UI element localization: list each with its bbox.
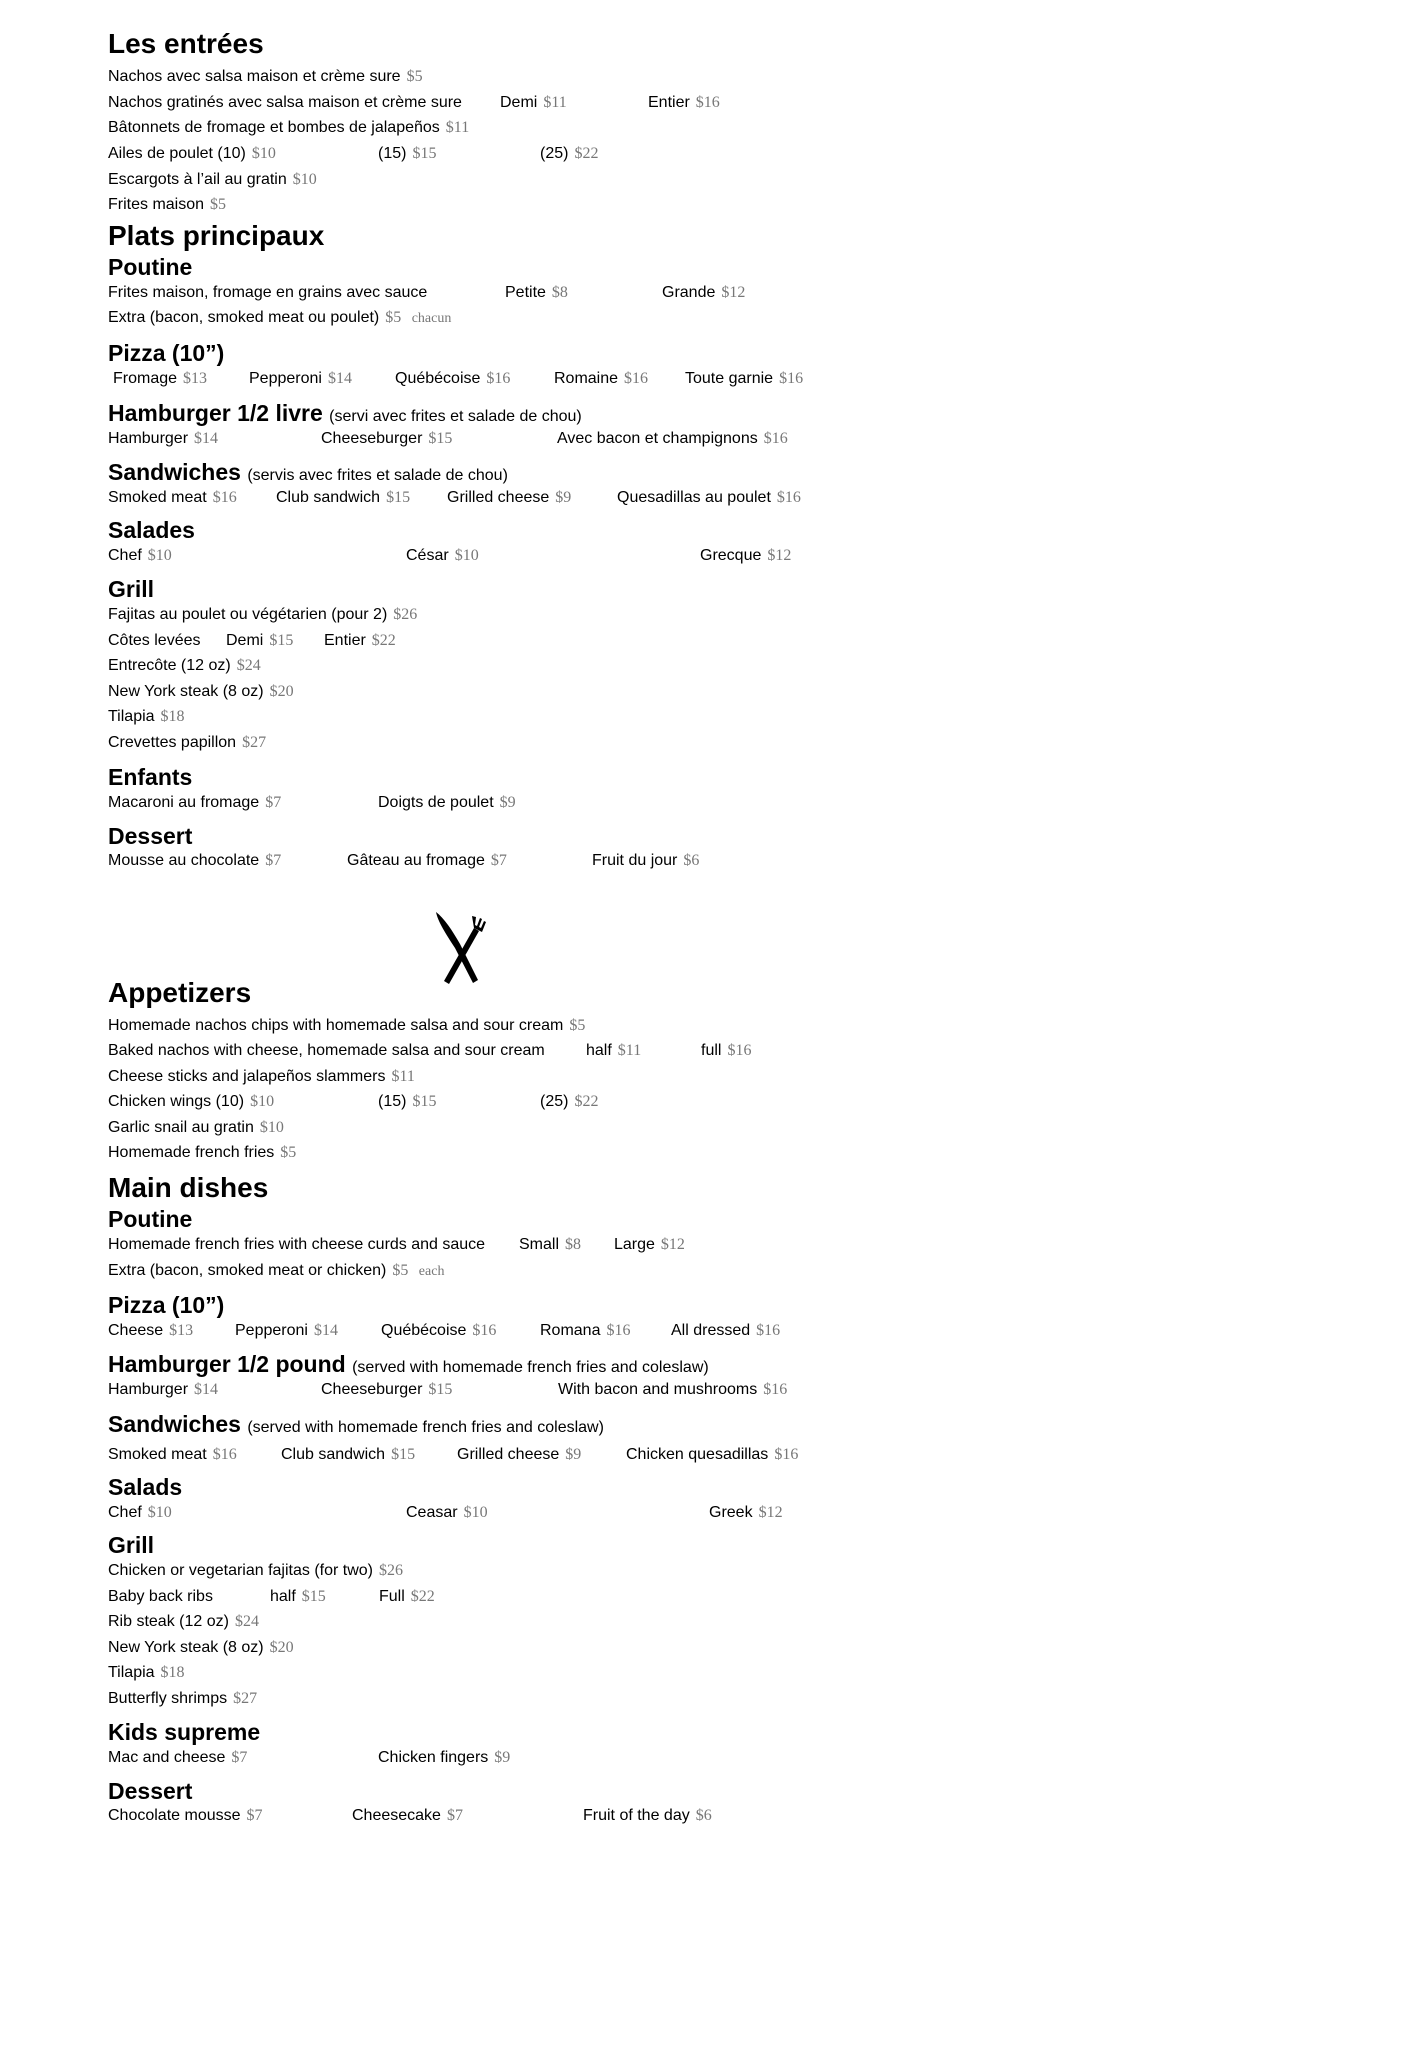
- menu-item: [700, 546, 791, 566]
- item-label: Mousse au chocolate: [108, 852, 260, 869]
- item-label: Avec bacon et champignons: [557, 430, 758, 447]
- item-label: Homemade nachos chips with homemade salsa and sour cream: [108, 1017, 564, 1034]
- item-price: $5: [569, 1017, 586, 1034]
- menu-item-option: [701, 1041, 751, 1061]
- option-label: Small: [519, 1236, 560, 1253]
- item-label: Frites maison: [108, 196, 205, 213]
- dessert-heading: Dessert: [108, 1778, 193, 1804]
- item-price: $16: [763, 430, 788, 447]
- menu-item: [108, 1261, 444, 1282]
- item-label: Romaine: [554, 370, 619, 387]
- menu-item: [108, 1638, 294, 1658]
- menu-item-option: [378, 1092, 436, 1112]
- item-price: $14: [194, 1381, 219, 1398]
- menu-item: [381, 1321, 496, 1341]
- option-label: Petite: [505, 284, 546, 301]
- item-price: $26: [393, 606, 418, 623]
- item-price: $16: [779, 370, 804, 387]
- sandwiches-heading: [108, 1411, 604, 1441]
- item-label: Macaroni au fromage: [108, 794, 260, 811]
- item-label: Butterfly shrimps: [108, 1690, 228, 1707]
- item-label: Pepperoni: [235, 1322, 308, 1339]
- item-label: Romana: [540, 1322, 601, 1339]
- menu-item-option: [614, 1235, 685, 1255]
- item-price: $8: [551, 284, 568, 301]
- hamburger-heading: [108, 1351, 709, 1381]
- item-price: $16: [763, 1381, 788, 1398]
- item-label: Quesadillas au poulet: [617, 489, 771, 506]
- item-label: Tilapia: [108, 1664, 155, 1681]
- entrees-heading: Les entrées: [108, 28, 264, 59]
- menu-item: [108, 1587, 213, 1607]
- item-price: $10: [454, 547, 479, 564]
- item-label: Entrecôte (12 oz): [108, 657, 231, 674]
- item-price: $5: [280, 1144, 297, 1161]
- item-label: All dressed: [671, 1322, 751, 1339]
- menu-item-option: [324, 631, 396, 651]
- item-price: $6: [695, 1807, 712, 1824]
- item-price: $16: [486, 370, 511, 387]
- menu-item: [108, 1041, 545, 1061]
- item-label: Hamburger: [108, 1381, 189, 1398]
- item-label: Club sandwich: [276, 489, 381, 506]
- item-label: Baby back ribs: [108, 1588, 213, 1605]
- item-label: Nachos avec salsa maison et crème sure: [108, 68, 401, 85]
- kids-heading: Kids supreme: [108, 1719, 261, 1745]
- grill-heading: Grill: [108, 1532, 155, 1558]
- item-price: $16: [606, 1322, 631, 1339]
- item-price: $26: [379, 1562, 403, 1579]
- item-price: $7: [490, 852, 507, 869]
- option-label: half: [586, 1042, 612, 1059]
- menu-item: [108, 1806, 263, 1826]
- menu-item-option: [519, 1235, 581, 1255]
- menu-item: [671, 1321, 780, 1341]
- menu-item: [108, 1235, 485, 1255]
- item-label: Mac and cheese: [108, 1749, 226, 1766]
- item-price: $9: [494, 1749, 511, 1766]
- item-label: Grilled cheese: [447, 489, 550, 506]
- crossed-knife-and-fork-icon: [430, 908, 490, 986]
- menu-item: [540, 1321, 630, 1341]
- item-label: Chef: [108, 1504, 142, 1521]
- item-price: $16: [776, 489, 801, 506]
- menu-item: [406, 1503, 488, 1523]
- menu-item: [457, 1445, 581, 1465]
- option-label: Large: [614, 1236, 655, 1253]
- item-label: Homemade french fries with cheese curds and sauce: [108, 1236, 486, 1253]
- item-price: $11: [445, 119, 470, 136]
- menu-item: [108, 170, 317, 190]
- menu-item: [108, 1321, 193, 1341]
- item-price: $10: [147, 1504, 172, 1521]
- menu-item: [281, 1445, 415, 1465]
- item-price: $15: [412, 145, 437, 162]
- item-price: $7: [231, 1749, 248, 1766]
- menu-item: [108, 283, 427, 303]
- item-price: $18: [160, 708, 185, 725]
- price-unit: chacun: [411, 311, 452, 326]
- item-price: $12: [721, 284, 746, 301]
- option-label: Grande: [662, 284, 716, 301]
- menu-item: [108, 195, 226, 215]
- item-price: $7: [446, 1807, 463, 1824]
- item-price: $9: [565, 1446, 582, 1463]
- menu-item: [108, 1445, 237, 1465]
- item-price: $5: [406, 68, 423, 85]
- menu-item: [108, 1118, 284, 1138]
- option-label: (15): [378, 1093, 407, 1110]
- item-price: $20: [269, 683, 294, 700]
- menu-item: [352, 1806, 463, 1826]
- menu-item: [108, 1689, 257, 1709]
- item-price: $14: [327, 370, 352, 387]
- item-label: Cheesecake: [352, 1807, 441, 1824]
- item-label: New York steak (8 oz): [108, 1639, 264, 1656]
- option-label: Demi: [500, 94, 538, 111]
- menu-item: [235, 1321, 338, 1341]
- item-label: Chicken fingers: [378, 1749, 489, 1766]
- menu-item: [108, 118, 469, 138]
- item-price: $10: [292, 171, 317, 188]
- item-label: Nachos gratinés avec salsa maison et crème sure: [108, 94, 462, 111]
- menu-item: [108, 1561, 403, 1581]
- item-price: $7: [265, 852, 282, 869]
- item-label: Cheeseburger: [321, 1381, 423, 1398]
- menu-item: [276, 488, 410, 508]
- menu-item: [554, 369, 648, 389]
- item-price: $22: [574, 145, 599, 162]
- menu-item: [321, 1380, 452, 1400]
- item-label: Greek: [709, 1504, 753, 1521]
- item-price: $7: [246, 1807, 263, 1824]
- item-price: $15: [428, 1381, 453, 1398]
- item-price: $15: [428, 430, 453, 447]
- item-label: Cheese sticks and jalapeños slammers: [108, 1068, 386, 1085]
- menu-item: [108, 1380, 218, 1400]
- item-label: Extra (bacon, smoked meat ou poulet): [108, 309, 380, 326]
- option-label: full: [701, 1042, 722, 1059]
- menu-item: [108, 1092, 274, 1112]
- salades-heading: Salades: [108, 517, 195, 543]
- menu-item: [108, 144, 276, 164]
- item-price: $22: [371, 632, 396, 649]
- item-label: Côtes levées: [108, 632, 201, 649]
- item-price: $10: [250, 1093, 275, 1110]
- item-label: Chicken wings (10): [108, 1093, 245, 1110]
- item-price: $24: [236, 657, 261, 674]
- item-label: Hamburger: [108, 430, 189, 447]
- item-price: $15: [269, 632, 294, 649]
- menu-item: [321, 429, 452, 449]
- item-price: $13: [183, 370, 208, 387]
- item-price: $16: [756, 1322, 781, 1339]
- item-price: $8: [565, 1236, 582, 1253]
- menu-item: [108, 631, 201, 651]
- item-label: Homemade french fries: [108, 1144, 275, 1161]
- item-price: $5: [210, 196, 227, 213]
- menu-item: [108, 429, 218, 449]
- menu-item-option: [648, 93, 720, 113]
- item-price: $10: [259, 1119, 284, 1136]
- option-label: (25): [540, 1093, 569, 1110]
- menu-item: [108, 1016, 585, 1036]
- menu-item: [108, 733, 266, 753]
- item-price: $16: [695, 94, 720, 111]
- option-label: (25): [540, 145, 569, 162]
- menu-item: [249, 369, 352, 389]
- item-price: $22: [410, 1588, 435, 1605]
- menu-item-option: [505, 283, 568, 303]
- item-label: Doigts de poulet: [378, 794, 494, 811]
- menu-item: [108, 1503, 172, 1523]
- item-label: New York steak (8 oz): [108, 683, 264, 700]
- item-label: Crevettes papillon: [108, 734, 237, 751]
- item-price: $16: [624, 370, 649, 387]
- item-price: $16: [727, 1042, 752, 1059]
- item-price: $16: [472, 1322, 497, 1339]
- menu-item: [108, 1748, 247, 1768]
- item-label: Grecque: [700, 547, 762, 564]
- menu-item-option: [378, 144, 436, 164]
- item-price: $15: [301, 1588, 326, 1605]
- menu-item: [108, 1663, 185, 1683]
- item-label: Rib steak (12 oz): [108, 1613, 229, 1630]
- menu-item: [378, 1748, 510, 1768]
- menu-item: [108, 793, 281, 813]
- menu-item: [108, 1067, 415, 1087]
- heading-note: (servis avec frites et salade de chou): [247, 467, 508, 484]
- item-price: $14: [313, 1322, 338, 1339]
- item-price: $20: [269, 1639, 294, 1656]
- menu-item: [108, 308, 451, 329]
- heading-text: Hamburger 1/2 pound: [108, 1351, 346, 1377]
- menu-item-option: [226, 631, 293, 651]
- item-label: Toute garnie: [685, 370, 774, 387]
- heading-note: (served with homemade french fries and coleslaw): [247, 1419, 604, 1436]
- menu-item: [108, 93, 462, 113]
- menu-item: [108, 488, 237, 508]
- item-label: Grilled cheese: [457, 1446, 560, 1463]
- menu-item-option: [270, 1587, 326, 1607]
- item-label: Fromage: [113, 370, 178, 387]
- item-price: $12: [767, 547, 792, 564]
- item-price: $15: [391, 1446, 416, 1463]
- item-price: $18: [160, 1664, 185, 1681]
- heading-text: Hamburger 1/2 livre: [108, 400, 323, 426]
- item-label: Fruit du jour: [592, 852, 678, 869]
- option-label: Entier: [324, 632, 366, 649]
- menu-item: [108, 546, 172, 566]
- item-price: $15: [412, 1093, 437, 1110]
- item-label: Fajitas au poulet ou végétarien (pour 2): [108, 606, 388, 623]
- price-unit: each: [418, 1264, 445, 1279]
- item-price: $16: [212, 489, 237, 506]
- menu-item-option: [540, 1092, 598, 1112]
- menu-item: [406, 546, 479, 566]
- heading-note: (served with homemade french fries and coleslaw): [352, 1359, 709, 1376]
- item-label: Baked nachos with cheese, homemade salsa and sour cream: [108, 1042, 545, 1059]
- poutine-heading: Poutine: [108, 1206, 193, 1232]
- item-price: $12: [758, 1504, 783, 1521]
- item-price: $22: [574, 1093, 599, 1110]
- item-label: Chicken quesadillas: [626, 1446, 769, 1463]
- item-price: $10: [251, 145, 276, 162]
- item-price: $5: [392, 1262, 409, 1279]
- item-price: $10: [147, 547, 172, 564]
- item-label: Chocolate mousse: [108, 1807, 241, 1824]
- item-label: Tilapia: [108, 708, 155, 725]
- menu-item: [617, 488, 801, 508]
- hamburger-heading: [108, 400, 582, 430]
- item-price: $9: [499, 794, 516, 811]
- item-price: $16: [212, 1446, 237, 1463]
- item-label: Smoked meat: [108, 489, 207, 506]
- item-label: With bacon and mushrooms: [558, 1381, 758, 1398]
- menu-item: [108, 707, 185, 727]
- pizza-heading: Pizza (10”): [108, 1292, 225, 1318]
- item-price: $5: [385, 309, 402, 326]
- main-dishes-heading: Main dishes: [108, 1172, 269, 1203]
- menu-item: [113, 369, 207, 389]
- item-label: Club sandwich: [281, 1446, 386, 1463]
- menu-item: [108, 851, 281, 871]
- item-label: Ailes de poulet (10): [108, 145, 246, 162]
- option-label: Entier: [648, 94, 690, 111]
- item-price: $10: [463, 1504, 488, 1521]
- item-price: $7: [265, 794, 282, 811]
- menu-item-option: [500, 93, 567, 113]
- item-price: $15: [386, 489, 411, 506]
- sandwiches-heading: [108, 459, 508, 489]
- item-label: Smoked meat: [108, 1446, 207, 1463]
- item-price: $13: [169, 1322, 194, 1339]
- menu-item: [108, 682, 294, 702]
- menu-item: [626, 1445, 798, 1465]
- item-label: César: [406, 547, 449, 564]
- item-price: $12: [660, 1236, 685, 1253]
- enfants-heading: Enfants: [108, 764, 193, 790]
- menu-item: [395, 369, 510, 389]
- menu-item: [108, 1612, 259, 1632]
- item-price: $27: [233, 1690, 258, 1707]
- salads-heading: Salads: [108, 1474, 183, 1500]
- item-price: $9: [555, 489, 572, 506]
- menu-item: [709, 1503, 783, 1523]
- item-label: Bâtonnets de fromage et bombes de jalapeños: [108, 119, 440, 136]
- appetizers-heading: Appetizers: [108, 977, 252, 1008]
- item-price: $27: [242, 734, 267, 751]
- item-label: Pepperoni: [249, 370, 322, 387]
- item-label: Québécoise: [395, 370, 481, 387]
- item-label: Cheese: [108, 1322, 164, 1339]
- item-label: Québécoise: [381, 1322, 467, 1339]
- option-label: (15): [378, 145, 407, 162]
- pizza-heading: Pizza (10”): [108, 340, 225, 366]
- menu-item-option: [586, 1041, 641, 1061]
- item-label: Cheeseburger: [321, 430, 423, 447]
- menu-item: [347, 851, 507, 871]
- item-label: Chef: [108, 547, 142, 564]
- menu-item-option: [379, 1587, 435, 1607]
- item-price: $14: [194, 430, 219, 447]
- heading-text: Sandwiches: [108, 459, 241, 485]
- menu-item: [108, 67, 423, 87]
- menu-item: [447, 488, 571, 508]
- heading-text: Sandwiches: [108, 1411, 241, 1437]
- menu-item: [378, 793, 516, 813]
- item-label: Escargots à l’ail au gratin: [108, 171, 287, 188]
- poutine-heading: Poutine: [108, 254, 193, 280]
- menu-item-option: [540, 144, 598, 164]
- heading-note: (servi avec frites et salade de chou): [329, 408, 582, 425]
- menu-item: [592, 851, 699, 871]
- option-label: Demi: [226, 632, 264, 649]
- item-price: $16: [774, 1446, 799, 1463]
- menu-item: [685, 369, 803, 389]
- menu-item: [558, 1380, 787, 1400]
- menu-item: [583, 1806, 712, 1826]
- item-label: Frites maison, fromage en grains avec sauce: [108, 284, 428, 301]
- item-label: Gâteau au fromage: [347, 852, 485, 869]
- item-label: Garlic snail au gratin: [108, 1119, 254, 1136]
- option-label: half: [270, 1588, 296, 1605]
- plats-heading: Plats principaux: [108, 220, 325, 251]
- option-label: Full: [379, 1588, 405, 1605]
- item-label: Chicken or vegetarian fajitas (for two): [108, 1562, 373, 1579]
- item-price: $11: [617, 1042, 642, 1059]
- dessert-heading: Dessert: [108, 823, 193, 849]
- item-label: Fruit of the day: [583, 1807, 690, 1824]
- item-label: Extra (bacon, smoked meat or chicken): [108, 1262, 387, 1279]
- menu-item-option: [662, 283, 745, 303]
- item-price: $6: [683, 852, 700, 869]
- menu-item: [108, 1143, 296, 1163]
- menu-item: [108, 656, 261, 676]
- menu-item: [557, 429, 788, 449]
- item-price: $11: [391, 1068, 415, 1085]
- grill-heading: Grill: [108, 576, 155, 602]
- item-label: Ceasar: [406, 1504, 458, 1521]
- item-price: $11: [543, 94, 567, 111]
- menu-item: [108, 605, 417, 625]
- item-price: $24: [234, 1613, 259, 1630]
